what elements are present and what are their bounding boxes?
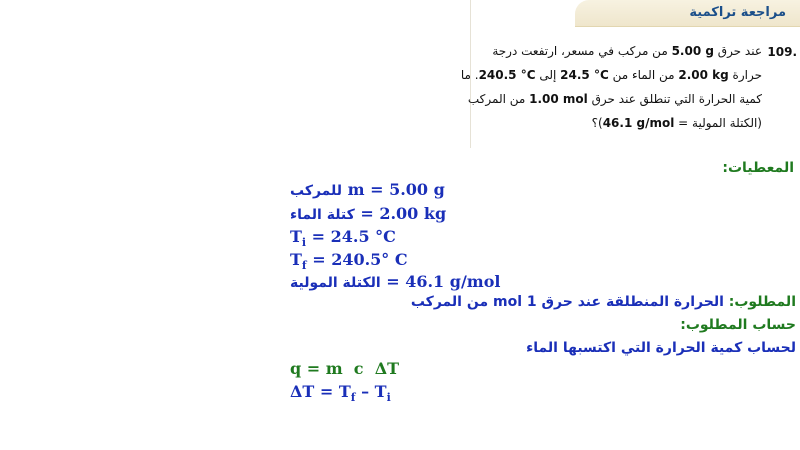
given-mass: للمركب m = 5.00 g [290, 180, 445, 199]
delta-t-equation: $\Delta T = T_f - T_i$ [290, 382, 391, 405]
given-water-mass: كتلة الماء = 2.00 kg [290, 204, 447, 223]
heat-equation: q = m c ΔT [290, 359, 400, 378]
calc-heading: حساب المطلوب: [680, 317, 796, 333]
review-tab-title: مراجعة تراكمية [689, 5, 786, 20]
required-text: الحرارة المنطلقة عند حرق 1 mol من المركب [410, 294, 729, 310]
givens-heading: المعطيات: [722, 160, 794, 176]
required-line [411, 294, 796, 310]
required-label: المطلوب: [728, 294, 796, 310]
calc-step-1: لحساب كمية الحرارة التي اكتسبها الماء [526, 340, 796, 356]
given-final-temp: $T_f = 240.5^\circ$ C [290, 250, 408, 273]
question-number: 109. [767, 45, 797, 59]
question-line-4: (الكتلة المولية = 46.1 g/mol)؟ [591, 116, 762, 130]
given-molar-mass: الكتلة المولية = 46.1 g/mol [290, 272, 501, 291]
question-line-2: حرارة 2.00 kg من الماء من 24.5 °C إلى 240.5 °C. ما [460, 68, 762, 82]
question-line-1: عند حرق 5.00 g من مركب في مسعر، ارتفعت درجة [492, 44, 762, 58]
review-tab [575, 0, 800, 27]
question-line-3: كمية الحرارة التي تنطلق عند حرق 1.00 mol من المركب [467, 92, 762, 106]
given-initial-temp: $T_i = 24.5$ °C [290, 227, 396, 250]
